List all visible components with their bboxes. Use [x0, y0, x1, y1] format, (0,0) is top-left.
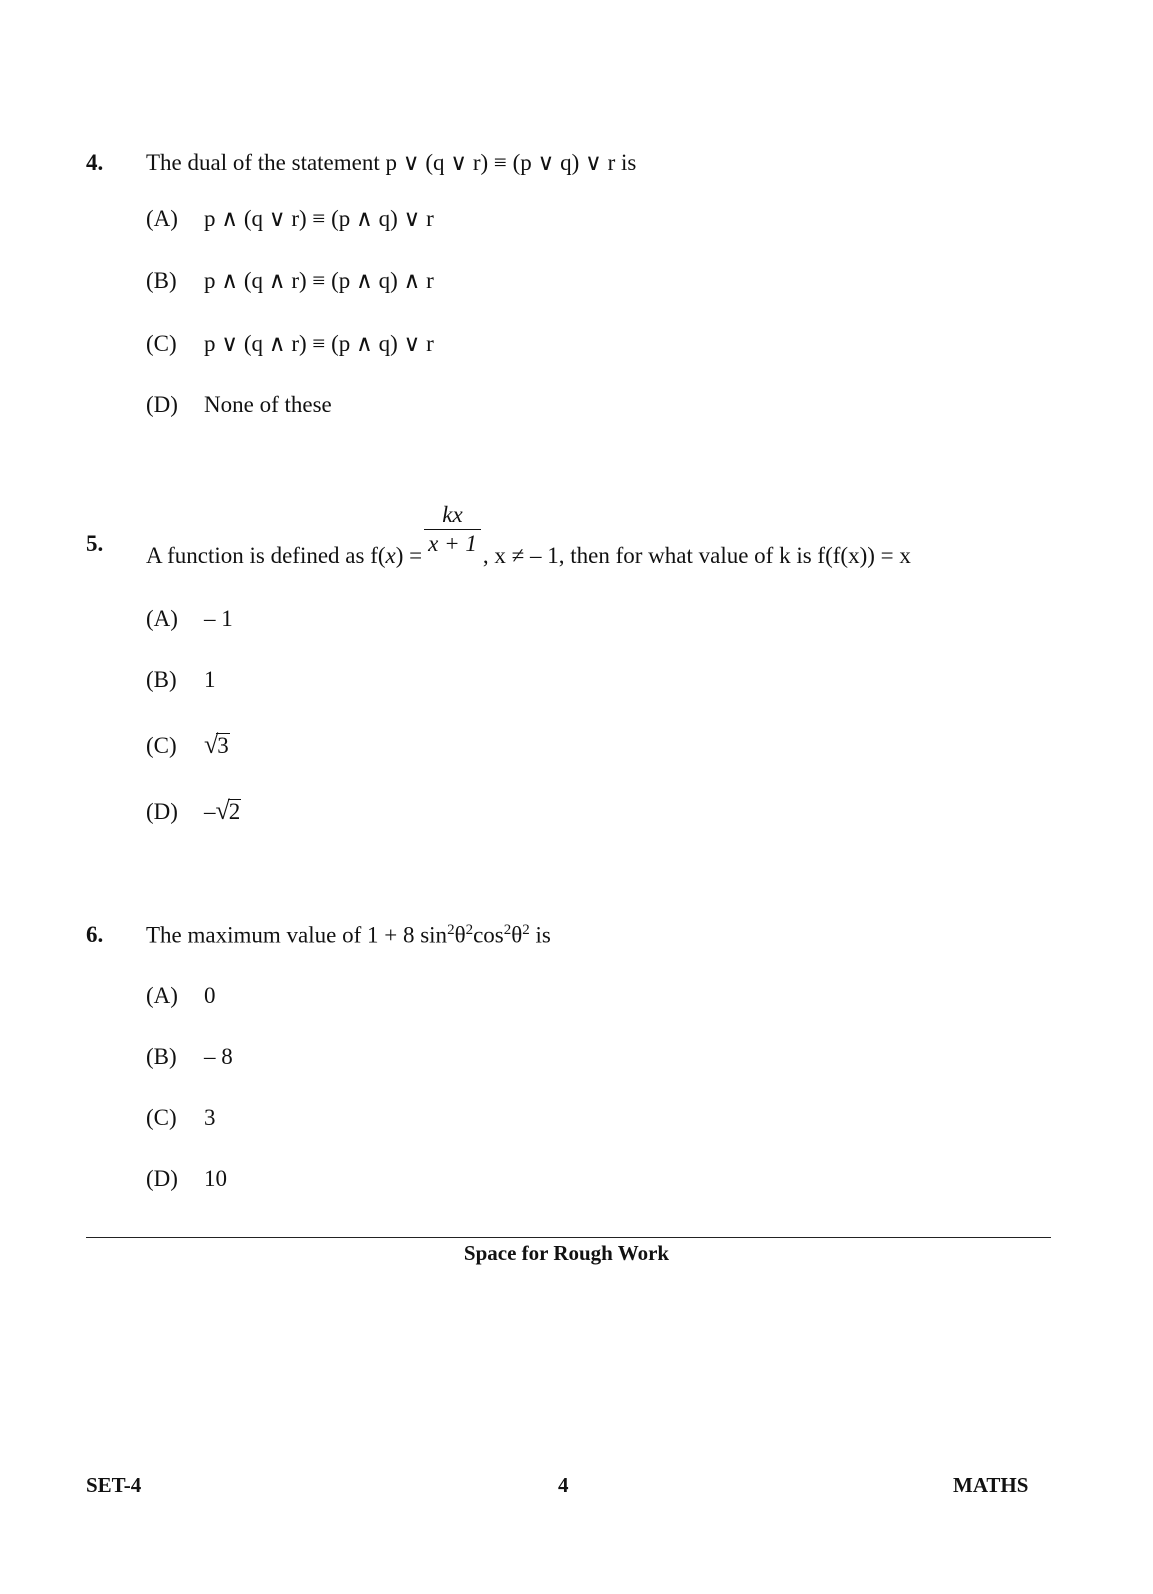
option-text: 3	[204, 1105, 216, 1130]
option-text: p ∧ (q ∧ r) ≡ (p ∧ q) ∧ r	[204, 268, 434, 293]
rough-work-heading: Space for Rough Work	[463, 1241, 670, 1265]
option-label: (D)	[146, 799, 178, 824]
option-text: p ∧ (q ∨ r) ≡ (p ∧ q) ∨ r	[204, 206, 434, 231]
question-6-option-d	[146, 1166, 227, 1192]
question-4-option-c	[146, 331, 434, 357]
option-text: – 1	[204, 606, 233, 631]
question-5-option-d	[146, 796, 241, 826]
question-6-prefix: The maximum value of 1 + 8 sin	[146, 922, 448, 948]
option-label: (B)	[146, 1044, 177, 1069]
option-text: p ∨ (q ∧ r) ≡ (p ∧ q) ∨ r	[204, 331, 434, 356]
fraction-denominator: x + 1	[428, 531, 477, 556]
option-text: – 8	[204, 1044, 233, 1069]
question-4-option-d	[146, 392, 332, 418]
option-label: (C)	[146, 733, 177, 758]
radicand: 3	[217, 733, 229, 758]
option-label: (A)	[146, 206, 178, 231]
rough-work-divider	[86, 1237, 1051, 1238]
radical-icon: √	[215, 796, 230, 825]
question-6-option-c	[146, 1105, 216, 1131]
option-text: None of these	[204, 392, 332, 417]
question-6-option-a	[146, 983, 216, 1009]
footer-subject: MATHS	[953, 1473, 1029, 1497]
option-label: (D)	[146, 392, 178, 417]
question-6-number: 6.	[86, 922, 104, 947]
question-5-option-b	[146, 667, 216, 693]
question-4-number: 4.	[86, 150, 104, 175]
question-5-option-a	[146, 606, 233, 632]
question-5-number: 5.	[86, 531, 104, 556]
fraction-numerator: kx	[424, 502, 481, 530]
option-text: 1	[204, 667, 216, 692]
radicand: 2	[228, 799, 241, 824]
question-5-text-prefix: A function is defined as f(	[146, 542, 386, 568]
option-label: (C)	[146, 1105, 177, 1130]
question-5-fraction	[424, 502, 481, 557]
question-6-option-b	[146, 1044, 233, 1070]
option-label: (D)	[146, 1166, 178, 1191]
option-label: (A)	[146, 983, 178, 1008]
question-5-option-c	[146, 730, 230, 760]
footer-page-number: 4	[558, 1473, 569, 1497]
option-label: (B)	[146, 667, 177, 692]
sqrt-3	[204, 730, 230, 760]
option-label: (A)	[146, 606, 178, 631]
footer-set: SET-4	[86, 1473, 142, 1497]
question-4-text: The dual of the statement p ∨ (q ∨ r) ≡ (p ∨ q) ∨ r is	[146, 150, 637, 175]
sqrt-2	[216, 796, 242, 826]
question-5-text-mid: ) =	[395, 542, 423, 568]
option-text: 10	[204, 1166, 227, 1191]
option-prefix: –	[204, 799, 216, 824]
question-5-text-suffix: , x ≠ – 1, then for what value of k is f(f(x)) = x	[482, 542, 911, 568]
option-label: (B)	[146, 268, 177, 293]
option-label: (C)	[146, 331, 177, 356]
option-text: 0	[204, 983, 216, 1008]
radical-icon: √	[204, 730, 219, 759]
question-5-text-var: x	[385, 542, 396, 568]
question-6-text: The maximum value of 1 + 8 $\sin^2\theta^2\cos^2\theta^2$ is	[146, 922, 551, 948]
question-6-suffix: is	[529, 922, 551, 948]
question-5-text	[146, 502, 911, 568]
question-4-option-a	[146, 206, 434, 232]
question-4-option-b	[146, 268, 434, 294]
